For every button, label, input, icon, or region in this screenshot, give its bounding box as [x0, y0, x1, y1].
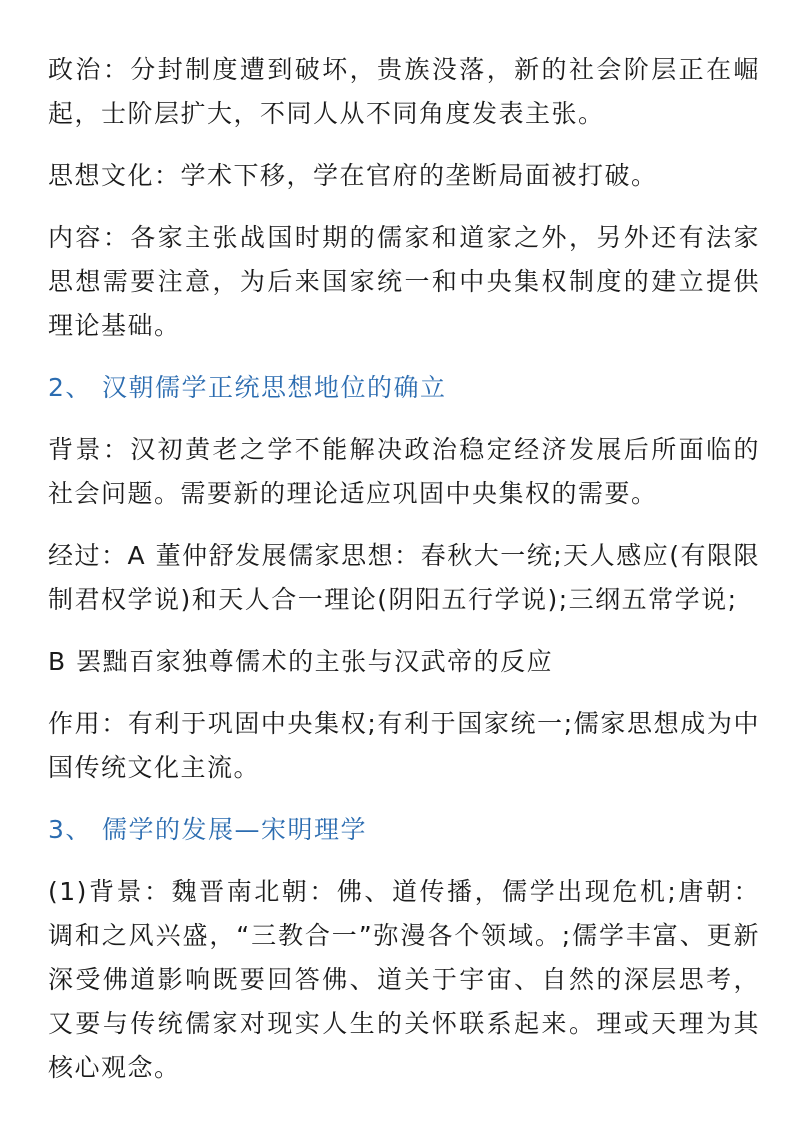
paragraph-effect: 作用：有利于巩固中央集权;有利于国家统一;儒家思想成为中国传统文化主流。: [48, 709, 760, 782]
paragraph-process-b: B 罢黜百家独尊儒术的主张与汉武帝的反应: [48, 647, 554, 676]
section-heading-2: [48, 366, 760, 410]
paragraph-process: 经过：A 董仲舒发展儒家思想：春秋大一统;天人感应(有限限制君权学说)和天人合一理论(阴阳五行学说);三纲五常学说;: [48, 541, 760, 614]
paragraph-song-ming-background: (1)背景：魏晋南北朝：佛、道传播，儒学出现危机;唐朝：调和之风兴盛，“三教合一”弥漫各个领域。;儒学丰富、更新深受佛道影响既要回答佛、道关于宇宙、自然的深层思考，又要与传统儒家对现实人生的关怀联系起来。理或天理为其核心观念。: [48, 877, 760, 1082]
document-page: [48, 48, 760, 1108]
section-number: 3、: [48, 815, 92, 844]
section-title: 汉朝儒学正统思想地位的确立: [102, 373, 447, 402]
paragraph-content: 内容：各家主张战国时期的儒家和道家之外，另外还有法家思想需要注意，为后来国家统一和中央集权制度的建立提供理论基础。: [48, 223, 760, 340]
section-heading-3: [48, 808, 760, 852]
section-number: 2、: [48, 373, 92, 402]
paragraph-background: 背景：汉初黄老之学不能解决政治稳定经济发展后所面临的社会问题。需要新的理论适应巩固中央集权的需要。: [48, 435, 760, 508]
paragraph-culture: 思想文化：学术下移，学在官府的垄断局面被打破。: [48, 161, 658, 190]
section-title: 儒学的发展—宋明理学: [102, 815, 368, 844]
paragraph-politics: 政治：分封制度遭到破坏，贵族没落，新的社会阶层正在崛起，士阶层扩大，不同人从不同角度发表主张。: [48, 55, 760, 128]
